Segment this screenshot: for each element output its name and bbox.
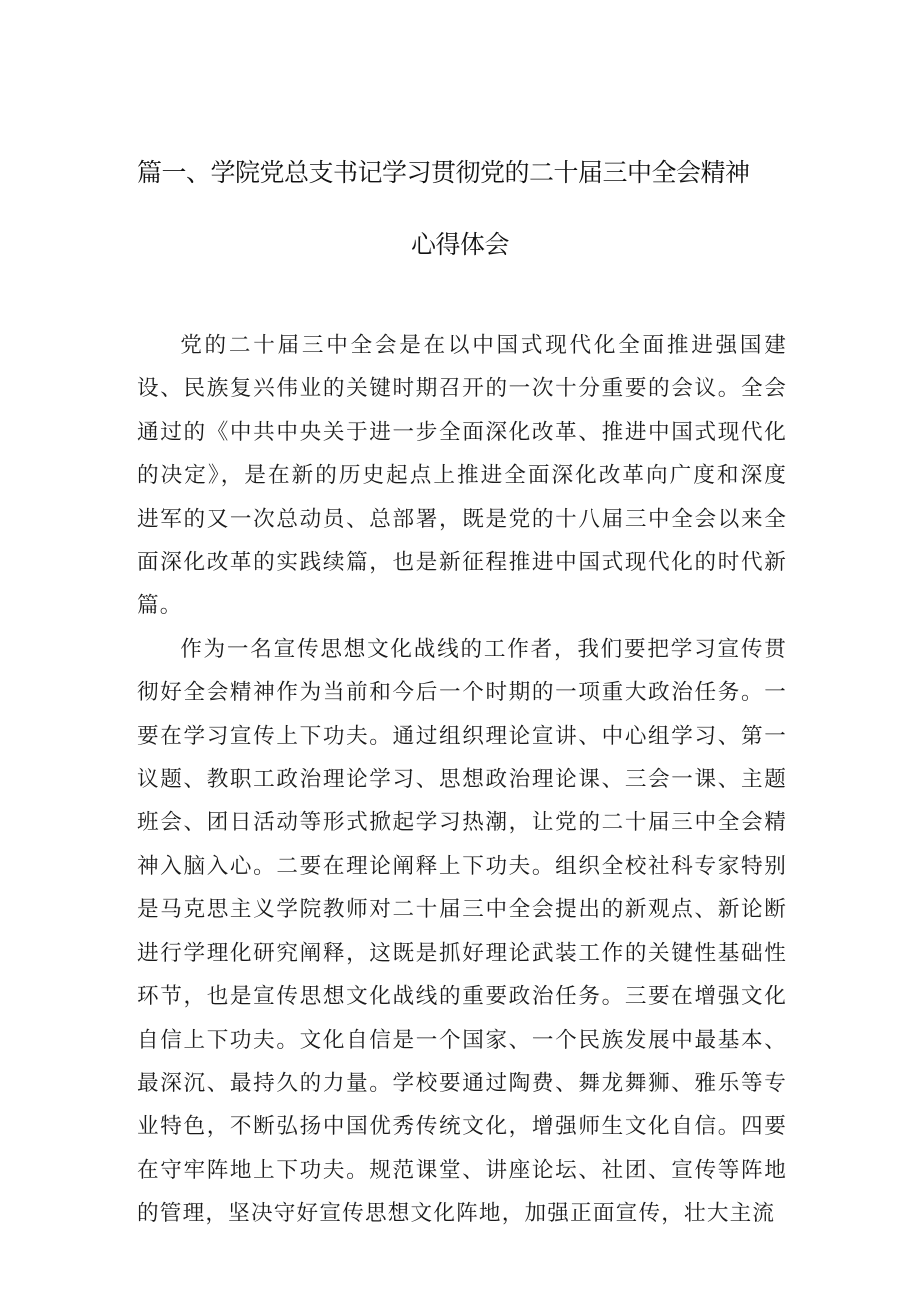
document-title-line-1: 篇一、学院党总支书记学习贯彻党的二十届三中全会精神 — [137, 158, 750, 187]
document-title-line-2: 心得体会 — [410, 230, 509, 259]
document-body — [137, 324, 787, 1236]
paragraph-1: 党的二十届三中全会是在以中国式现代化全面推进强国建设、民族复兴伟业的关键时期召开的一次十分重要的会议。全会通过的《中共中央关于进一步全面深化改革、推进中国式现代化的决定》，是在新的历史起点上推进全面深化改革向广度和深度进军的又一次总动员、总部署，既是党的十八届三中全会以来全面深化改革的实践续篇，也是新征程推进中国式现代化的时代新篇。 — [137, 333, 787, 619]
paragraph-2: 作为一名宣传思想文化战线的工作者，我们要把学习宣传贯彻好全会精神作为当前和今后一个时期的一项重大政治任务。一要在学习宣传上下功夫。通过组织理论宣讲、中心组学习、第一议题、教职工政治理论学习、思想政治理论课、三会一课、主题班会、团日活动等形式掀起学习热潮，让党的二十届三中全会精神入脑入心。二要在理论阐释上下功夫。组织全校社科专家特别是马克思主义学院教师对二十届三中全会提出的新观点、新论断进行学理化研究阐释，这既是抓好理论武装工作的关键性基础性环节，也是宣传思想文化战线的重要政治任务。三要在增强文化自信上下功夫。文化自信是一个国家、一个民族发展中最基本、最深沉、最持久的力量。学校要通过陶费、舞龙舞狮、雅乐等专业特色，不断弘扬中国优秀传统文化，增强师生文化自信。四要在守牢阵地上下功夫。规范课堂、讲座论坛、社团、宣传等阵地的管理，坚决守好宣传思想文化阵地，加强正面宣传，壮大主流 — [137, 636, 787, 1227]
